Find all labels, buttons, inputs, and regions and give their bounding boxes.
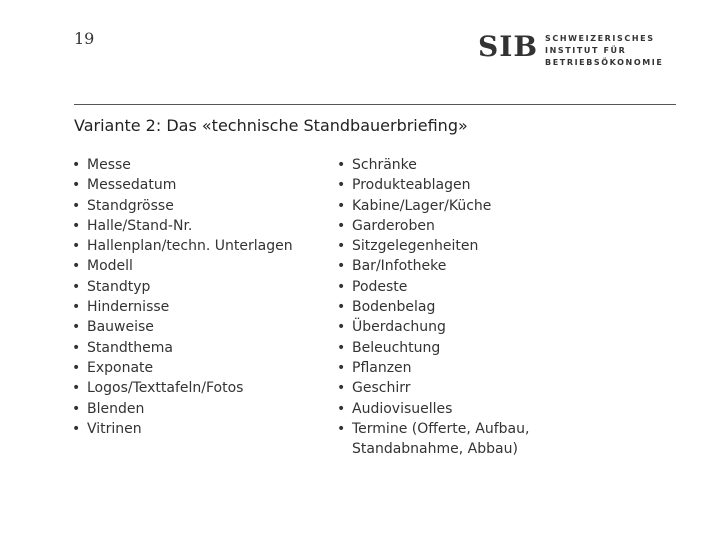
list-item: • Hindernisse — [72, 297, 322, 317]
list-item: • Standthema — [72, 338, 322, 358]
list-item: • Exponate — [72, 358, 322, 378]
list-item: • Bodenbelag — [337, 297, 577, 317]
institute-line: INSTITUT FÜR — [545, 46, 627, 55]
list-item: • Standtyp — [72, 277, 322, 297]
header-divider — [74, 104, 676, 105]
list-item: • Audiovisuelles — [337, 399, 577, 419]
list-item: • Logos/Texttafeln/Fotos — [72, 378, 322, 398]
list-item: • Überdachung — [337, 317, 577, 337]
list-item: • Vitrinen — [72, 419, 322, 439]
list-item: • Garderoben — [337, 216, 577, 236]
list-item: • Standgrösse — [72, 196, 322, 216]
slide-title: Variante 2: Das «technische Standbauerbriefing» — [74, 116, 468, 135]
list-item: • Podeste — [337, 277, 577, 297]
sib-logo: SIB — [478, 30, 538, 63]
list-item: • Blenden — [72, 399, 322, 419]
list-item: • Termine (Offerte, Aufbau, Standabnahme, Abbau) — [337, 419, 577, 460]
list-item: • Sitzgelegenheiten — [337, 236, 577, 256]
list-item: • Geschirr — [337, 378, 577, 398]
institute-line: SCHWEIZERISCHES — [545, 34, 655, 43]
list-item: • Pflanzen — [337, 358, 577, 378]
list-item: • Produkteablagen — [337, 175, 577, 195]
right-bullet-list — [337, 155, 577, 459]
list-item: • Schränke — [337, 155, 577, 175]
institute-line: BETRIEBSÖKONOMIE — [545, 58, 664, 67]
left-bullet-list — [72, 155, 322, 439]
institute-name — [545, 33, 663, 69]
list-item: • Bauweise — [72, 317, 322, 337]
list-item: • Hallenplan/techn. Unterlagen — [72, 236, 322, 256]
list-item: • Bar/Infotheke — [337, 256, 577, 276]
list-item: • Messedatum — [72, 175, 322, 195]
list-item: • Halle/Stand-Nr. — [72, 216, 322, 236]
list-item: • Messe — [72, 155, 322, 175]
list-item: • Kabine/Lager/Küche — [337, 196, 577, 216]
page-number: 19 — [74, 29, 95, 48]
list-item: • Modell — [72, 256, 322, 276]
list-item: • Beleuchtung — [337, 338, 577, 358]
